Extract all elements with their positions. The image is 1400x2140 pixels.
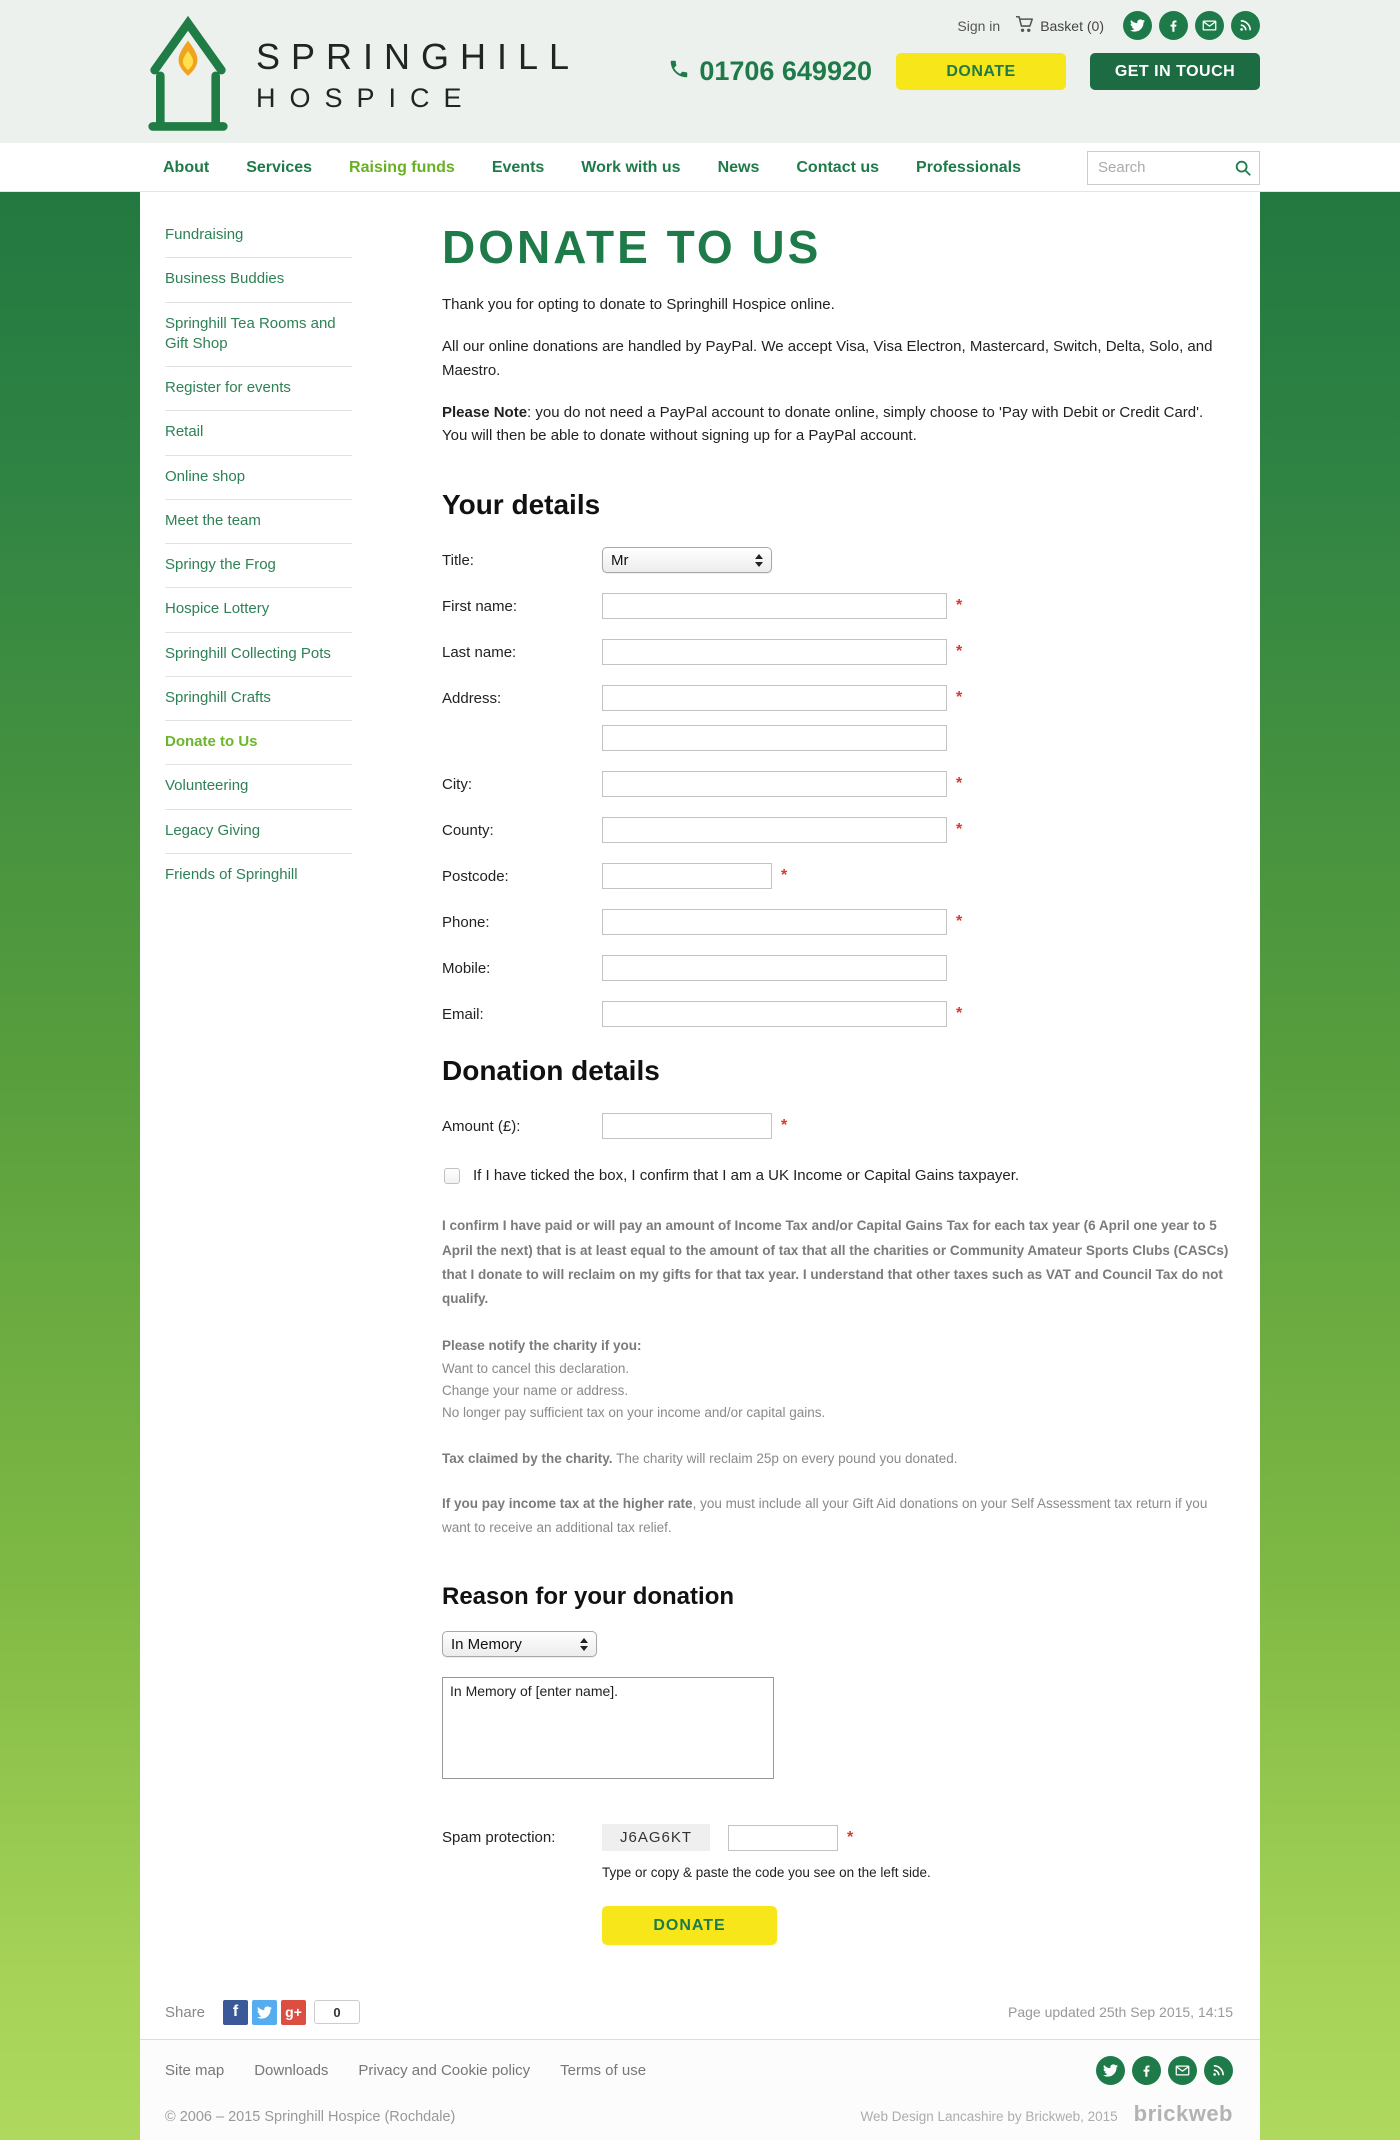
sidebar-item-friends-of-springhill[interactable]: Friends of Springhill: [165, 865, 298, 883]
last-name-input[interactable]: [602, 639, 947, 665]
notify-item: Want to cancel this declaration.: [442, 1360, 630, 1376]
mobile-label: Mobile:: [442, 959, 491, 977]
donation-details-heading: Donation details: [442, 1055, 660, 1087]
twitter-icon[interactable]: [1123, 11, 1152, 40]
intro-paragraph-1: Thank you for opting to donate to Springhill Hospice online.: [442, 296, 835, 313]
donation-details-form: [442, 1113, 1232, 1184]
city-label: City:: [442, 775, 472, 793]
mobile-input[interactable]: [602, 955, 947, 981]
logo-title: SPRINGHILL: [256, 35, 581, 77]
footer-link-site-map[interactable]: Site map: [165, 2062, 225, 2079]
nav-item-about[interactable]: About: [163, 158, 210, 176]
address-line1-input[interactable]: [602, 685, 947, 711]
amount-input[interactable]: [602, 1113, 772, 1139]
email-label: Email:: [442, 1005, 484, 1023]
phone-label: Phone:: [442, 913, 490, 931]
address-line2-input[interactable]: [602, 725, 947, 751]
footer: [140, 2040, 1260, 2140]
amount-label: Amount (£):: [442, 1117, 521, 1135]
share-label: Share: [165, 2003, 206, 2021]
share-bar: [140, 1985, 1260, 2040]
phone-input[interactable]: [602, 909, 947, 935]
your-details-form: [442, 547, 1232, 1027]
basket-label: Basket (0): [1040, 17, 1104, 34]
captcha-hint: Type or copy & paste the code you see on the left side.: [602, 1865, 931, 1881]
required-marker: *: [956, 597, 963, 615]
share-count-badge: 0: [314, 2000, 360, 2024]
title-select[interactable]: Mr: [602, 547, 772, 573]
main-content: [352, 192, 1260, 1985]
sidebar-item-donate-to-us[interactable]: Donate to Us: [165, 721, 352, 765]
sign-in-link[interactable]: Sign in: [957, 17, 1001, 34]
sidebar-item-collecting-pots[interactable]: Springhill Collecting Pots: [165, 633, 352, 677]
required-marker: *: [781, 867, 788, 885]
rss-icon[interactable]: [1231, 11, 1260, 40]
logo-subtitle: HOSPICE: [256, 82, 476, 113]
intro-paragraph-2: All our online donations are handled by PayPal. We accept Visa, Visa Electron, Mastercard, Switch, Delta, Solo, and Maestro.: [442, 338, 1213, 379]
footer-twitter-icon[interactable]: [1096, 2056, 1125, 2085]
required-marker: *: [956, 1005, 963, 1023]
nav-item-raising-funds[interactable]: Raising funds: [349, 158, 455, 176]
required-marker: *: [781, 1117, 788, 1135]
notify-item: Change your name or address.: [442, 1382, 629, 1398]
sidebar-item-springy-the-frog[interactable]: Springy the Frog: [165, 544, 352, 588]
captcha-code: J6AG6KT: [602, 1824, 710, 1851]
sidebar-item-online-shop[interactable]: Online shop: [165, 456, 352, 500]
title-label: Title:: [442, 551, 474, 569]
sidebar-item-meet-the-team[interactable]: Meet the team: [165, 500, 352, 544]
logo-house-candle-icon: [140, 9, 236, 140]
tax-claimed-paragraph: Tax claimed by the charity. The charity will reclaim 25p on every pound you donated.: [442, 1450, 958, 1466]
address-label: Address:: [442, 690, 502, 708]
footer-rss-icon[interactable]: [1204, 2056, 1233, 2085]
sidebar-item-legacy-giving[interactable]: Legacy Giving: [165, 810, 352, 854]
captcha-input[interactable]: [728, 1825, 838, 1851]
postcode-input[interactable]: [602, 863, 772, 889]
sidebar-item-springhill-crafts[interactable]: Springhill Crafts: [165, 677, 352, 721]
your-details-heading: Your details: [442, 489, 601, 521]
nav-item-services[interactable]: Services: [246, 158, 313, 176]
submit-donate-button[interactable]: DONATE: [602, 1906, 777, 1945]
spam-protection-label: Spam protection:: [442, 1829, 556, 1847]
required-marker: *: [956, 913, 963, 931]
search-icon[interactable]: [1234, 159, 1252, 182]
required-marker: *: [956, 821, 963, 839]
sidebar: [140, 192, 352, 1985]
reason-heading: Reason for your donation: [442, 1583, 735, 1611]
first-name-label: First name:: [442, 597, 518, 615]
postcode-label: Postcode:: [442, 867, 509, 885]
required-marker: *: [956, 643, 963, 661]
facebook-icon[interactable]: [1159, 11, 1188, 40]
city-input[interactable]: [602, 771, 947, 797]
page-updated-text: Page updated 25th Sep 2015, 14:15: [1008, 2004, 1233, 2020]
sidebar-item-register-for-events[interactable]: Register for events: [165, 367, 352, 411]
select-arrows-icon: [580, 1638, 588, 1651]
first-name-input[interactable]: [602, 593, 947, 619]
higher-rate-paragraph: If you pay income tax at the higher rate, you must include all your Gift Aid donations on your Self Assessment tax return if you want to receive an additional tax relief.: [442, 1496, 1208, 1535]
email-icon[interactable]: [1195, 11, 1224, 40]
gift-aid-checkbox[interactable]: [444, 1168, 460, 1184]
reason-message-textarea[interactable]: [442, 1677, 774, 1779]
nav-item-professionals[interactable]: Professionals: [916, 158, 1021, 176]
sidebar-item-business-buddies[interactable]: Business Buddies: [165, 258, 352, 302]
sidebar-item-hospice-lottery[interactable]: Hospice Lottery: [165, 588, 352, 632]
footer-link-privacy[interactable]: Privacy and Cookie policy: [358, 2062, 531, 2079]
header-donate-button[interactable]: DONATE: [896, 53, 1066, 90]
reason-select[interactable]: In Memory: [442, 1631, 597, 1657]
footer-facebook-icon[interactable]: [1132, 2056, 1161, 2085]
sidebar-item-retail[interactable]: Retail: [165, 411, 352, 455]
select-arrows-icon: [755, 554, 763, 567]
page-content: [140, 192, 1260, 2140]
last-name-label: Last name:: [442, 643, 517, 661]
sidebar-item-volunteering[interactable]: Volunteering: [165, 765, 352, 809]
phone-number[interactable]: 01706 649920: [668, 56, 872, 87]
notify-heading: Please notify the charity if you:: [442, 1338, 642, 1354]
footer-link-downloads[interactable]: Downloads: [254, 2062, 329, 2079]
nav-item-news[interactable]: News: [717, 158, 760, 176]
email-input[interactable]: [602, 1001, 947, 1027]
page-title: DONATE TO US: [442, 221, 822, 273]
gift-aid-checkbox-label: If I have ticked the box, I confirm that I am a UK Income or Capital Gains taxpayer.: [473, 1167, 1020, 1185]
nav-item-events[interactable]: Events: [491, 158, 545, 176]
county-label: County:: [442, 821, 494, 839]
required-marker: *: [956, 775, 963, 793]
basket-cart-icon: [1015, 16, 1034, 36]
footer-email-icon[interactable]: [1168, 2056, 1197, 2085]
gift-aid-declaration: I confirm I have paid or will pay an amount of Income Tax and/or Capital Gains Tax for each tax year (6 April one year to 5 April the next) that is at least equal to the amount of tax that all the charities or Community Amateur Sports Clubs (CASCs) that I donate to will reclaim on my gifts for that tax year. I understand that other taxes such as VAT and Council Tax do not qualify.: [442, 1218, 1229, 1307]
share-facebook-icon[interactable]: f: [223, 2000, 248, 2025]
design-credit-text: Web Design Lancashire by Brickweb, 2015: [860, 2109, 1118, 2124]
sidebar-item-tea-rooms[interactable]: Springhill Tea Rooms and Gift Shop: [165, 303, 352, 368]
nav-item-contact-us[interactable]: Contact us: [796, 158, 880, 176]
footer-link-terms[interactable]: Terms of use: [560, 2062, 647, 2079]
required-marker: *: [847, 1828, 854, 1846]
get-in-touch-button[interactable]: GET IN TOUCH: [1090, 53, 1260, 90]
share-twitter-icon[interactable]: [252, 2000, 277, 2025]
required-marker: *: [956, 689, 963, 707]
notify-charity-block: [442, 1335, 1232, 1424]
logo[interactable]: [140, 0, 580, 143]
notify-item: No longer pay sufficient tax on your income and/or capital gains.: [442, 1405, 826, 1421]
copyright-text: © 2006 – 2015 Springhill Hospice (Rochdale): [165, 2109, 456, 2125]
nav-item-work-with-us[interactable]: Work with us: [581, 158, 681, 176]
county-input[interactable]: [602, 817, 947, 843]
header: [0, 0, 1400, 143]
phone-icon: [668, 56, 690, 87]
note-paragraph: Please Note: you do not need a PayPal account to donate online, simply choose to 'Pay with Debit or Credit Card'. You will then be able to donate without signing up for a PayPal account.: [442, 403, 1204, 444]
main-nav: [0, 143, 1400, 192]
brickweb-logo[interactable]: brickweb: [1133, 2101, 1233, 2126]
share-googleplus-icon[interactable]: g+: [281, 2000, 306, 2025]
sidebar-item-fundraising[interactable]: Fundraising: [165, 214, 352, 258]
basket-link[interactable]: [1015, 16, 1104, 36]
